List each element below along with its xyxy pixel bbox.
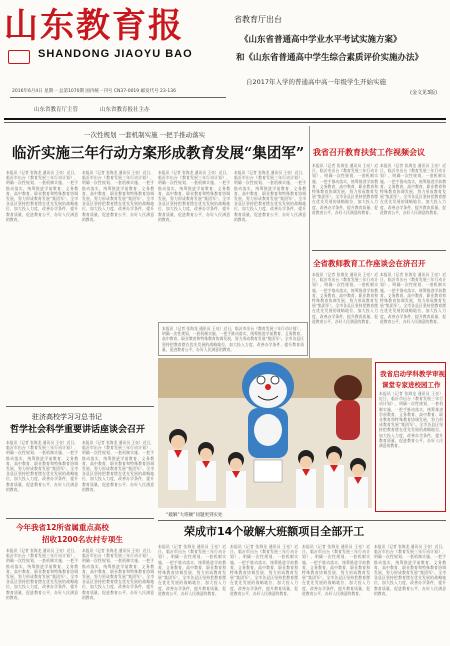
masthead-title: 山东教育报 bbox=[4, 6, 184, 46]
right-story3-line1: 我省启动学科教学审视 bbox=[380, 370, 445, 378]
publisher-text: 山东省教育厅主管 bbox=[34, 107, 79, 113]
publisher-line bbox=[34, 105, 204, 113]
photo-caption: “破解”大班额”问题更到实处 bbox=[166, 513, 223, 518]
masthead-seal-icon bbox=[8, 50, 30, 64]
bottom-story-body-col3: 本报讯（记者 张海龙 通讯员 王亮）近日，临沂市出台《教育发展三年行动计划》，明确一次性规划、一套机制实施、一把手推动落实，统筹推进学前教育、义务教育、高中教育、职业教育和特殊教育协调发展，努力形成教育发展“集团军”。全市各县区坚持把教育摆在优先发展的战略地位，加大投入力度，改善办学条件，提升教育质量，促进教育公平，办好人民满意的教育。 bbox=[302, 544, 370, 596]
right-story1-headline: 我省召开教育扶贫工作视频会议 bbox=[313, 148, 425, 157]
bottom-story-rule bbox=[158, 520, 446, 521]
header-kicker: 省教育厅出台 bbox=[234, 15, 282, 24]
right-story1-body-col1: 本报讯（记者 张海龙 通讯员 王亮）近日，临沂市出台《教育发展三年行动计划》，明确一次性规划、一套机制实施、一把手推动落实，统筹推进学前教育、义务教育、高中教育、职业教育和特殊教育协调发展，努力形成教育发展“集团军”。全市各县区坚持把教育摆在优先发展的战略地位，加大投入力度，改善办学条件，提升教育质量，促进教育公平，办好人民满意的教育。 bbox=[312, 163, 378, 215]
left-story3-body-col2: 本报讯（记者 张海龙 通讯员 王亮）近日，临沂市出台《教育发展三年行动计划》，明确一次性规划、一套机制实施、一把手推动落实，统筹推进学前教育、义务教育、高中教育、职业教育和特殊教育协调发展，努力形成教育发展“集团军”。全市各县区坚持把教育摆在优先发展的战略地位，加大投入力度，改善办学条件，提升教育质量，促进教育公平，办好人民满意的教育。 bbox=[82, 548, 154, 600]
right-story1-body-col2: 本报讯（记者 张海龙 通讯员 王亮）近日，临沂市出台《教育发展三年行动计划》，明确一次性规划、一套机制实施、一把手推动落实，统筹推进学前教育、义务教育、高中教育、职业教育和特殊教育协调发展，努力形成教育发展“集团军”。全市各县区坚持把教育摆在优先发展的战略地位，加大投入力度，改善办学条件，提升教育质量，促进教育公平，办好人民满意的教育。 bbox=[380, 163, 446, 215]
left-story2-rule bbox=[6, 406, 154, 407]
photo-illustration bbox=[158, 358, 372, 508]
quote-text: 本报讯（记者 张海龙 通讯员 王亮）近日，临沂市出台《教育发展三年行动计划》，明确一次性规划、一套机制实施、一把手推动落实，统筹推进学前教育、义务教育、高中教育、职业教育和特殊教育协调发展，努力形成教育发展“集团军”。全市各县区坚持把教育摆在优先发展的战略地位，加大投入力度，改善办学条件，提升教育质量，促进教育公平，办好人民满意的教育。 bbox=[162, 326, 304, 352]
lead-headline: 临沂实施三年行动方案形成教育发展“集团军” bbox=[12, 145, 305, 162]
right-story3-line2: 课堂专家进校园工作 bbox=[382, 381, 441, 389]
news-photo bbox=[158, 358, 372, 508]
bottom-story-body-col4: 本报讯（记者 张海龙 通讯员 王亮）近日，临沂市出台《教育发展三年行动计划》，明确一次性规划、一套机制实施、一把手推动落实，统筹推进学前教育、义务教育、高中教育、职业教育和特殊教育协调发展，努力形成教育发展“集团军”。全市各县区坚持把教育摆在优先发展的战略地位，加大投入力度，改善办学条件，提升教育质量，促进教育公平，办好人民满意的教育。 bbox=[374, 544, 446, 596]
right-story3-box bbox=[375, 362, 446, 512]
right-story2-body-col1: 本报讯（记者 张海龙 通讯员 王亮）近日，临沂市出台《教育发展三年行动计划》，明确一次性规划、一套机制实施、一把手推动落实，统筹推进学前教育、义务教育、高中教育、职业教育和特殊教育协调发展，努力形成教育发展“集团军”。全市各县区坚持把教育摆在优先发展的战略地位，加大投入力度，改善办学条件，提升教育质量，促进教育公平，办好人民满意的教育。 bbox=[312, 272, 378, 324]
lead-body-col3: 本报讯（记者 张海龙 通讯员 王亮）近日，临沂市出台《教育发展三年行动计划》，明确一次性规划、一套机制实施、一把手推动落实，统筹推进学前教育、义务教育、高中教育、职业教育和特殊教育协调发展，努力形成教育发展“集团军”。全市各县区坚持把教育摆在优先发展的战略地位，加大投入力度，改善办学条件，提升教育质量，促进教育公平，办好人民满意的教育。 bbox=[158, 170, 230, 222]
left-story3-line1: 今年我省12所省属重点高校 bbox=[16, 523, 109, 532]
right-column-divider bbox=[309, 126, 310, 362]
left-story3-body-col1: 本报讯（记者 张海龙 通讯员 王亮）近日，临沂市出台《教育发展三年行动计划》，明确一次性规划、一套机制实施、一把手推动落实，统筹推进学前教育、义务教育、高中教育、职业教育和特殊教育协调发展，努力形成教育发展“集团军”。全市各县区坚持把教育摆在优先发展的战略地位，加大投入力度，改善办学条件，提升教育质量，促进教育公平，办好人民满意的教育。 bbox=[6, 548, 78, 600]
header-author: (金文见3版) bbox=[410, 90, 438, 96]
header-subtitle: 自2017年入学的普通高中高一年级学生开始实施 bbox=[246, 78, 387, 86]
bottom-story-body-col1: 本报讯（记者 张海龙 通讯员 王亮）近日，临沂市出台《教育发展三年行动计划》，明确一次性规划、一套机制实施、一把手推动落实，统筹推进学前教育、义务教育、高中教育、职业教育和特殊教育协调发展，努力形成教育发展“集团军”。全市各县区坚持把教育摆在优先发展的战略地位，加大投入力度，改善办学条件，提升教育质量，促进教育公平，办好人民满意的教育。 bbox=[158, 544, 226, 596]
lead-body-col2: 本报讯（记者 张海龙 通讯员 王亮）近日，临沂市出台《教育发展三年行动计划》，明确一次性规划、一套机制实施、一把手推动落实，统筹推进学前教育、义务教育、高中教育、职业教育和特殊教育协调发展，努力形成教育发展“集团军”。全市各县区坚持把教育摆在优先发展的战略地位，加大投入力度，改善办学条件，提升教育质量，促进教育公平，办好人民满意的教育。 bbox=[82, 170, 154, 222]
masthead-pinyin: SHANDONG JIAOYU BAO bbox=[38, 48, 193, 60]
right-story2-body-col2: 本报讯（记者 张海龙 通讯员 王亮）近日，临沂市出台《教育发展三年行动计划》，明确一次性规划、一套机制实施、一把手推动落实，统筹推进学前教育、义务教育、高中教育、职业教育和特殊教育协调发展，努力形成教育发展“集团军”。全市各县区坚持把教育摆在优先发展的战略地位，加大投入力度，改善办学条件，提升教育质量，促进教育公平，办好人民满意的教育。 bbox=[380, 272, 446, 324]
lead-body-col1: 本报讯（记者 张海龙 通讯员 王亮）近日，临沂市出台《教育发展三年行动计划》，明确一次性规划、一套机制实施、一把手推动落实，统筹推进学前教育、义务教育、高中教育、职业教育和特殊教育协调发展，努力形成教育发展“集团军”。全市各县区坚持把教育摆在优先发展的战略地位，加大投入力度，改善办学条件，提升教育质量，促进教育公平，办好人民满意的教育。 bbox=[6, 170, 78, 222]
left-story3-line2: 招收1200名农村专项生 bbox=[42, 535, 123, 544]
top-rule-thin bbox=[4, 122, 446, 123]
left-story2-body-col2: 本报讯（记者 张海龙 通讯员 王亮）近日，临沂市出台《教育发展三年行动计划》，明确一次性规划、一套机制实施、一把手推动落实，统筹推进学前教育、义务教育、高中教育、职业教育和特殊教育协调发展，努力形成教育发展“集团军”。全市各县区坚持把教育摆在优先发展的战略地位，加大投入力度，改善办学条件，提升教育质量，促进教育公平，办好人民满意的教育。 bbox=[82, 440, 154, 492]
top-rule bbox=[4, 118, 446, 120]
lead-body-col4: 本报讯（记者 张海龙 通讯员 王亮）近日，临沂市出台《教育发展三年行动计划》，明确一次性规划、一套机制实施、一把手推动落实，统筹推进学前教育、义务教育、高中教育、职业教育和特殊教育协调发展，努力形成教育发展“集团军”。全市各县区坚持把教育摆在优先发展的战略地位，加大投入力度，改善办学条件，提升教育质量，促进教育公平，办好人民满意的教育。 bbox=[234, 170, 306, 222]
left-story2-headline: 哲学社会科学重要讲话座谈会召开 bbox=[10, 425, 146, 435]
left-story3-rule bbox=[6, 518, 154, 519]
header-title-line1: 《山东省普通高中学业水平考试实施方案》 bbox=[240, 35, 402, 45]
issue-meta-line: 2016年6月4日 星期一 总第1070期 国内统一刊号 CN37-0019 邮发代号 23-136 bbox=[12, 89, 176, 94]
right-story3-body: 本报讯（记者 张海龙 通讯员 王亮）近日，临沂市出台《教育发展三年行动计划》，明确一次性规划、一套机制实施、一把手推动落实，统筹推进学前教育、义务教育、高中教育、职业教育和特殊教育协调发展，努力形成教育发展“集团军”。全市各县区坚持把教育摆在优先发展的战略地位，加大投入力度，改善办学条件，提升教育质量，促进教育公平，办好人民满意的教育。 bbox=[379, 391, 443, 449]
left-story2-body-col1: 本报讯（记者 张海龙 通讯员 王亮）近日，临沂市出台《教育发展三年行动计划》，明确一次性规划、一套机制实施、一把手推动落实，统筹推进学前教育、义务教育、高中教育、职业教育和特殊教育协调发展，努力形成教育发展“集团军”。全市各县区坚持把教育摆在优先发展的战略地位，加大投入力度，改善办学条件，提升教育质量，促进教育公平，办好人民满意的教育。 bbox=[6, 440, 78, 492]
right-story2-headline: 全省教师教育工作座谈会在济召开 bbox=[313, 259, 426, 268]
header-title-line2: 和《山东省普通高中学生综合素质评价实施办法》 bbox=[236, 53, 424, 63]
masthead bbox=[4, 6, 226, 68]
lead-kicker: 一次性规划 一套机制实施 一把手推动落实 bbox=[84, 131, 206, 139]
bottom-story-body-col2: 本报讯（记者 张海龙 通讯员 王亮）近日，临沂市出台《教育发展三年行动计划》，明确一次性规划、一套机制实施、一把手推动落实，统筹推进学前教育、义务教育、高中教育、职业教育和特殊教育协调发展，努力形成教育发展“集团军”。全市各县区坚持把教育摆在优先发展的战略地位，加大投入力度，改善办学条件，提升教育质量，促进教育公平，办好人民满意的教育。 bbox=[230, 544, 298, 596]
quote-box bbox=[158, 322, 308, 356]
left-story2-kicker: 驻济高校学习习总书记 bbox=[32, 413, 102, 421]
right-story2-rule bbox=[312, 250, 446, 251]
host-text: 山东省教育报社主办 bbox=[100, 107, 150, 113]
bottom-story-headline: 荣成市14个破解大班额项目全部开工 bbox=[184, 525, 365, 538]
masthead-divider bbox=[10, 97, 226, 98]
